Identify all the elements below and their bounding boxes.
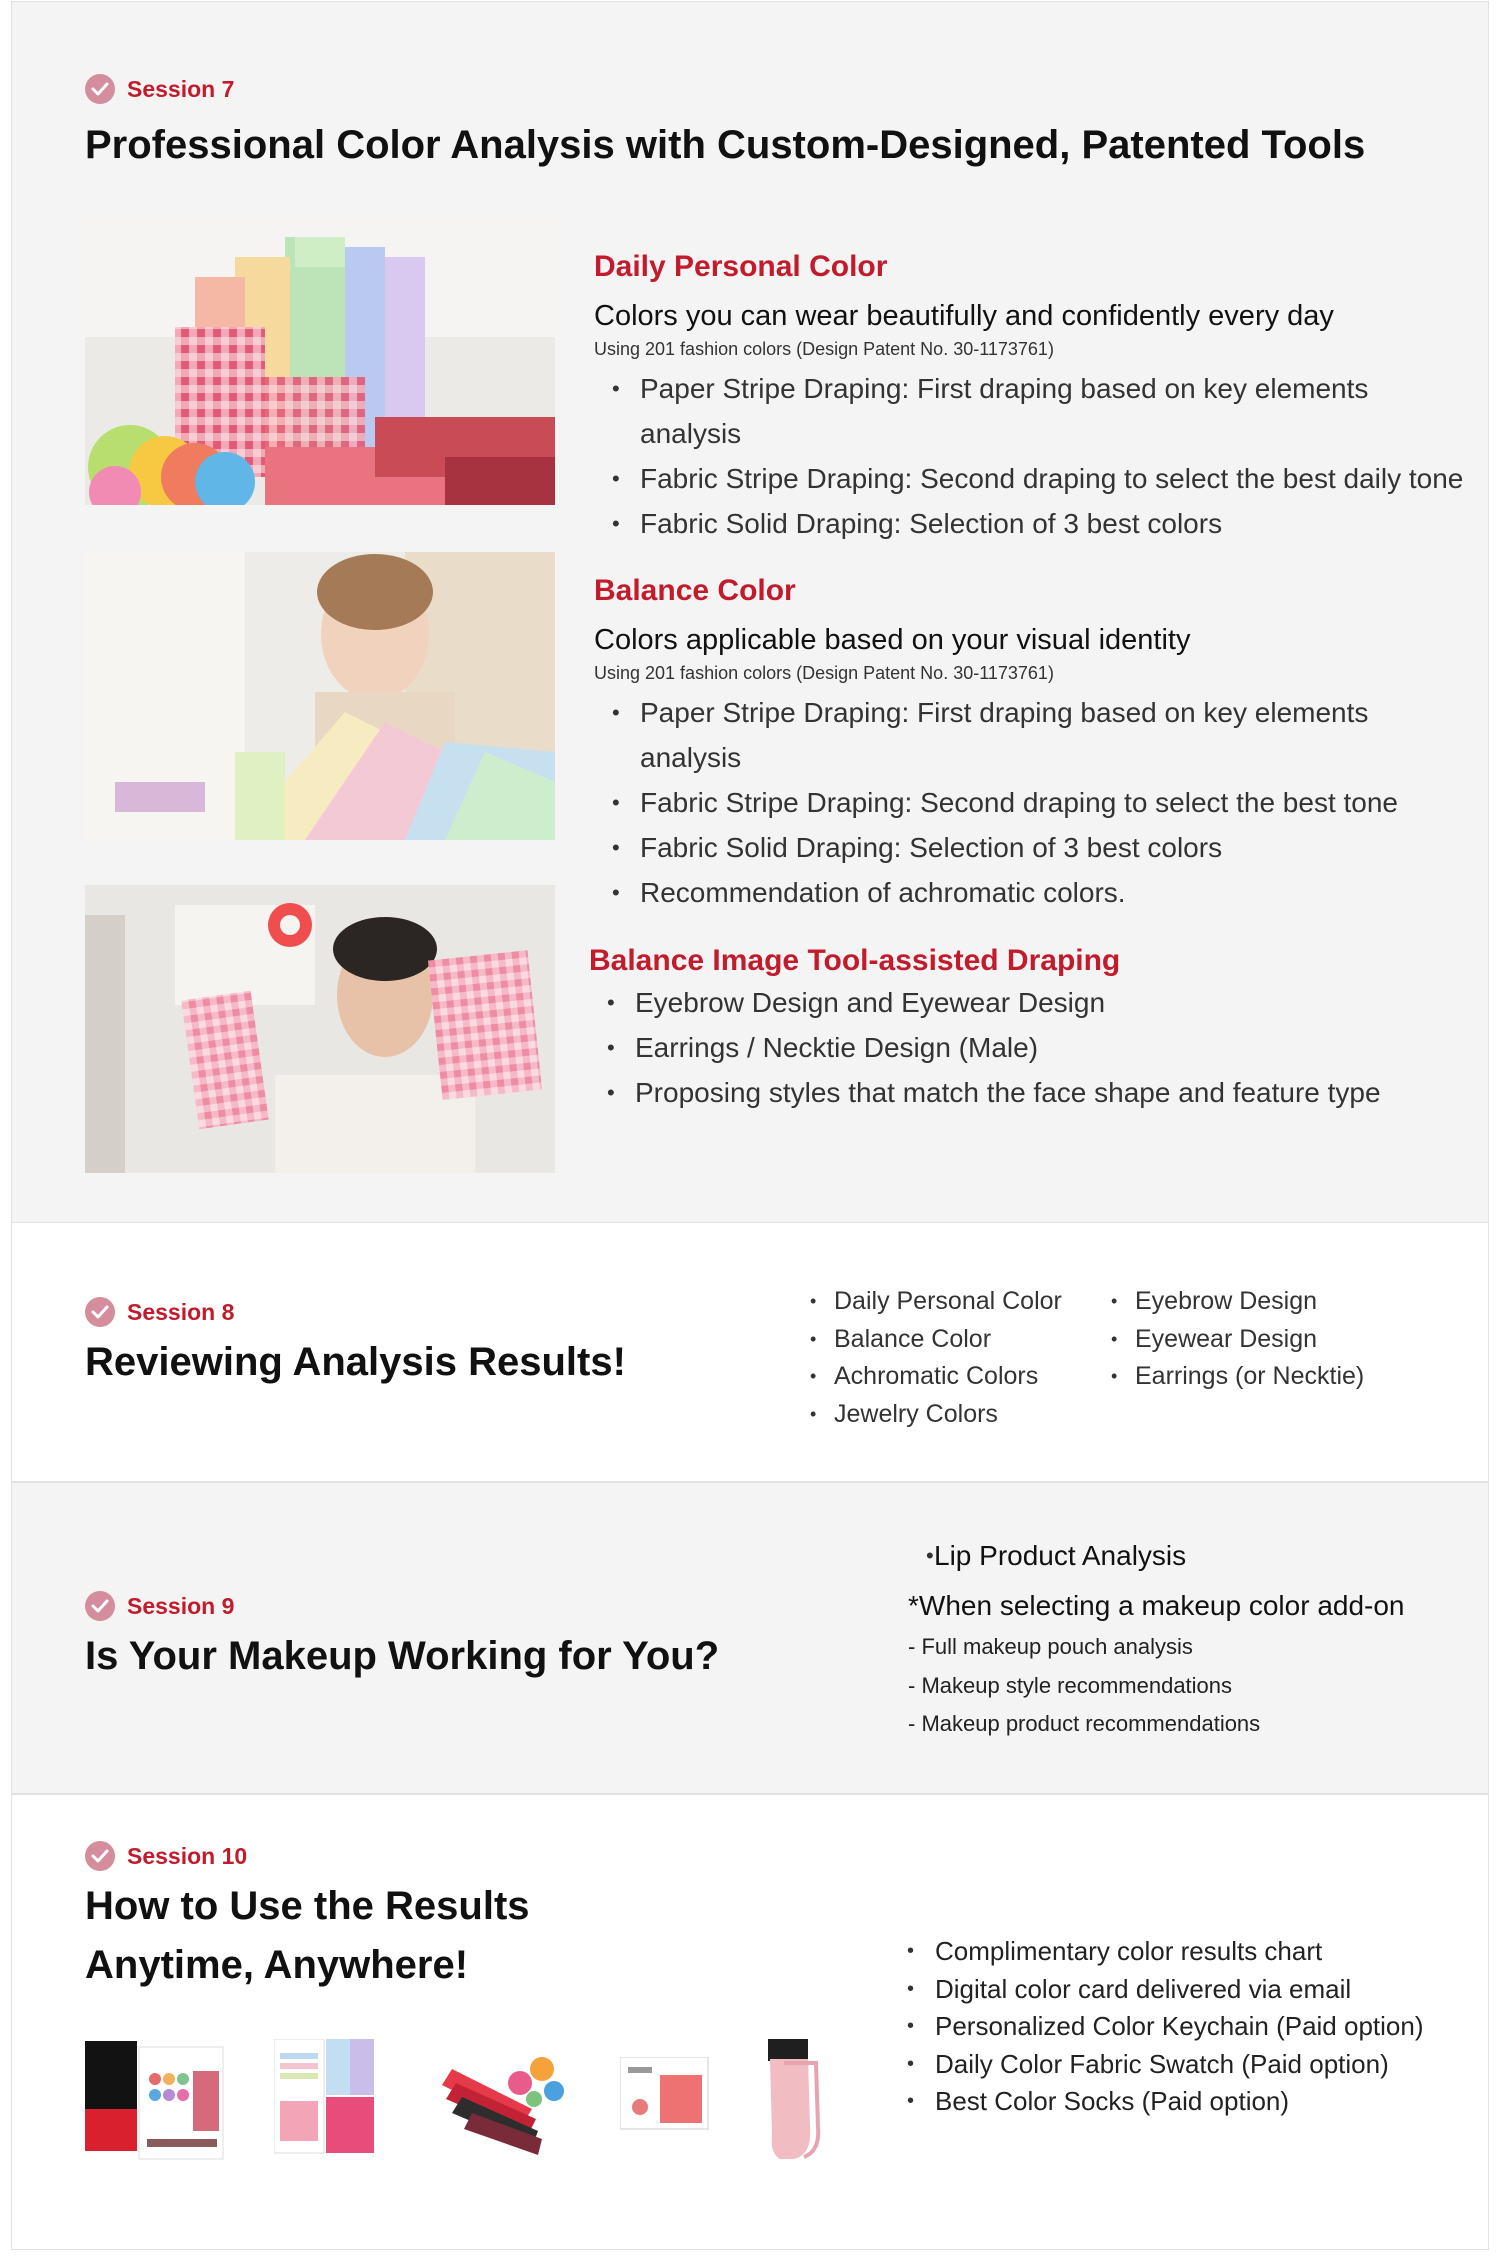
check-badge-icon <box>85 1297 115 1327</box>
balance-color-list <box>594 690 1474 915</box>
session-8-tag <box>85 1297 234 1327</box>
list-item: • Paper Stripe Draping: First draping based on key elements analysis <box>594 690 1474 780</box>
session-10-title-line2: Anytime, Anywhere! <box>85 1943 469 1987</box>
session-9-tag <box>85 1591 234 1621</box>
balance-image-list <box>589 980 1469 1115</box>
list-item: • Fabric Solid Draping: Selection of 3 best colors <box>594 825 1474 870</box>
balance-image-draping-photo <box>85 885 555 1173</box>
list-item: • Best Color Socks (Paid option) <box>905 2083 1424 2121</box>
list-item: • Fabric Solid Draping: Selection of 3 best colors <box>594 501 1474 546</box>
list-item: • Fabric Stripe Draping: Second draping to select the best daily tone <box>594 456 1474 501</box>
session-10-label: Session 10 <box>127 1842 248 1869</box>
session-9-details <box>908 1533 1468 1744</box>
list-item: • Earrings (or Necktie) <box>1107 1358 1364 1396</box>
check-badge-icon <box>85 1841 115 1871</box>
list-item: • Paper Stripe Draping: First draping based on key elements analysis <box>594 366 1474 456</box>
daily-personal-color-block <box>594 250 1474 546</box>
session-8-list-left <box>806 1283 1062 1433</box>
session-9-title: Is Your Makeup Working for You? <box>85 1634 720 1678</box>
session-10-section <box>11 1794 1489 2250</box>
list-item: • Achromatic Colors <box>806 1358 1062 1396</box>
results-chart-thumbnail <box>85 2039 225 2168</box>
session-9-list <box>908 1533 1468 1578</box>
balance-color-block <box>594 574 1474 915</box>
session-8-list-right <box>1107 1283 1364 1396</box>
keychain-swatch-thumbnail <box>442 2039 572 2168</box>
daily-personal-color-subtitle: Colors you can wear beautifully and confidently every day <box>594 300 1334 332</box>
session-7-label: Session 7 <box>127 75 235 102</box>
daily-personal-color-note: Using 201 fashion colors (Design Patent No. 30-1173761) <box>594 339 1054 359</box>
session-7-section <box>11 1 1489 1223</box>
list-item: • Daily Color Fabric Swatch (Paid option) <box>905 2046 1424 2084</box>
list-item: • Digital color card delivered via email <box>905 1971 1424 2009</box>
daily-personal-color-title: Daily Personal Color <box>594 250 888 283</box>
color-socks-thumbnail <box>760 2039 822 2168</box>
dash-item: - Makeup style recommendations <box>908 1672 1233 1698</box>
list-item: • Fabric Stripe Draping: Second draping to select the best tone <box>594 780 1474 825</box>
session-9-section <box>11 1482 1489 1794</box>
list-item: • Recommendation of achromatic colors. <box>594 870 1474 915</box>
dash-item: - Full makeup pouch analysis <box>908 1634 1193 1659</box>
list-item: • Balance Color <box>806 1321 1062 1359</box>
list-item: • Lip Product Analysis <box>908 1533 1468 1578</box>
session-8-title: Reviewing Analysis Results! <box>85 1340 626 1384</box>
session-7-title: Professional Color Analysis with Custom-Designed, Patented Tools <box>85 123 1366 167</box>
session-10-tag <box>85 1841 247 1871</box>
list-item: • Jewelry Colors <box>806 1396 1062 1434</box>
list-item: • Eyewear Design <box>1107 1321 1364 1359</box>
list-item: • Earrings / Necktie Design (Male) <box>589 1025 1469 1070</box>
list-item: • Eyebrow Design <box>1107 1283 1364 1321</box>
balance-color-title: Balance Color <box>594 574 796 607</box>
list-item: • Personalized Color Keychain (Paid option) <box>905 2008 1424 2046</box>
balance-image-block <box>589 944 1469 1115</box>
swatch-display-photo <box>85 217 555 505</box>
fabric-swatch-thumbnail <box>620 2057 712 2138</box>
session-8-section <box>11 1222 1489 1482</box>
check-badge-icon <box>85 1591 115 1621</box>
check-badge-icon <box>85 74 115 104</box>
color-card-thumbnail <box>274 2039 376 2160</box>
session-9-label: Session 9 <box>127 1592 235 1619</box>
balance-color-subtitle: Colors applicable based on your visual identity <box>594 624 1191 656</box>
makeup-addon-note: *When selecting a makeup color add-on <box>908 1590 1405 1621</box>
session-8-label: Session 8 <box>127 1298 235 1325</box>
list-item: • Proposing styles that match the face shape and feature type <box>589 1070 1469 1115</box>
list-item: • Complimentary color results chart <box>905 1933 1424 1971</box>
dash-item: - Makeup product recommendations <box>908 1711 1261 1736</box>
session-10-title-line1: How to Use the Results <box>85 1884 530 1928</box>
session-7-tag <box>85 74 234 104</box>
balance-color-draping-photo <box>85 552 555 840</box>
daily-personal-color-list <box>594 366 1474 546</box>
balance-color-note: Using 201 fashion colors (Design Patent No. 30-1173761) <box>594 663 1054 683</box>
list-item: • Daily Personal Color <box>806 1283 1062 1321</box>
list-item: • Eyebrow Design and Eyewear Design <box>589 980 1469 1025</box>
balance-image-title: Balance Image Tool-assisted Draping <box>589 944 1121 977</box>
session-10-list <box>905 1933 1424 2121</box>
